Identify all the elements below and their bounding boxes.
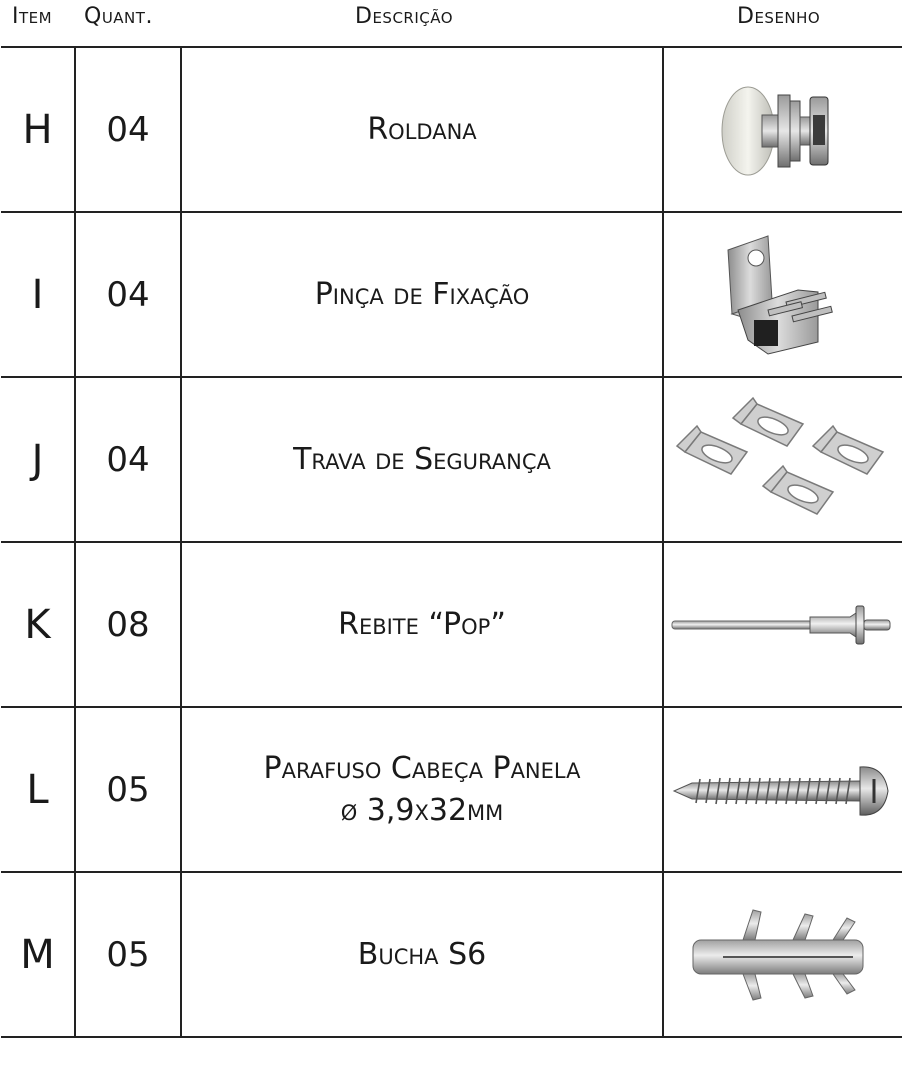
table-header — [0, 0, 924, 46]
item-letter: M — [1, 872, 75, 1037]
item-quantity: 04 — [75, 47, 181, 212]
item-quantity: 05 — [75, 872, 181, 1037]
pan-head-screw-icon — [670, 755, 896, 825]
wall-plug-icon — [683, 900, 883, 1010]
description-line: Trava de Segurança — [293, 441, 551, 477]
item-quantity: 04 — [75, 377, 181, 542]
item-description — [181, 707, 663, 872]
safety-lock-icon — [673, 390, 893, 530]
description-line: Parafuso Cabeça Panela — [263, 750, 581, 786]
description-line: Roldana — [367, 111, 477, 147]
table-row — [1, 707, 902, 872]
header-item: Item — [12, 4, 53, 29]
item-description — [181, 872, 663, 1037]
item-quantity: 08 — [75, 542, 181, 707]
description-line: Pinça de Fixação — [314, 276, 530, 312]
item-drawing — [663, 377, 902, 542]
table-row — [1, 377, 902, 542]
item-letter: K — [1, 542, 75, 707]
item-description — [181, 212, 663, 377]
item-description — [181, 542, 663, 707]
item-letter: L — [1, 707, 75, 872]
description-line: Bucha S6 — [357, 936, 487, 972]
roller-wheel-icon — [718, 75, 848, 185]
table-row — [1, 47, 902, 212]
parts-table — [1, 46, 902, 1038]
item-drawing — [663, 707, 902, 872]
item-letter: I — [1, 212, 75, 377]
description-line: ø 3,9x32mm — [340, 792, 504, 828]
fixing-clamp-icon — [708, 230, 858, 360]
item-drawing — [663, 47, 902, 212]
item-description — [181, 47, 663, 212]
header-description: Descrição — [355, 4, 454, 29]
table-row — [1, 212, 902, 377]
item-drawing — [663, 212, 902, 377]
header-drawing: Desenho — [737, 4, 821, 29]
item-drawing — [663, 542, 902, 707]
item-quantity: 05 — [75, 707, 181, 872]
table-row — [1, 872, 902, 1037]
item-description — [181, 377, 663, 542]
header-quantity: Quant. — [84, 4, 153, 29]
item-letter: J — [1, 377, 75, 542]
item-letter: H — [1, 47, 75, 212]
description-line: Rebite “Pop” — [338, 606, 506, 642]
item-quantity: 04 — [75, 212, 181, 377]
item-drawing — [663, 872, 902, 1037]
table-row — [1, 542, 902, 707]
pop-rivet-icon — [670, 600, 896, 650]
